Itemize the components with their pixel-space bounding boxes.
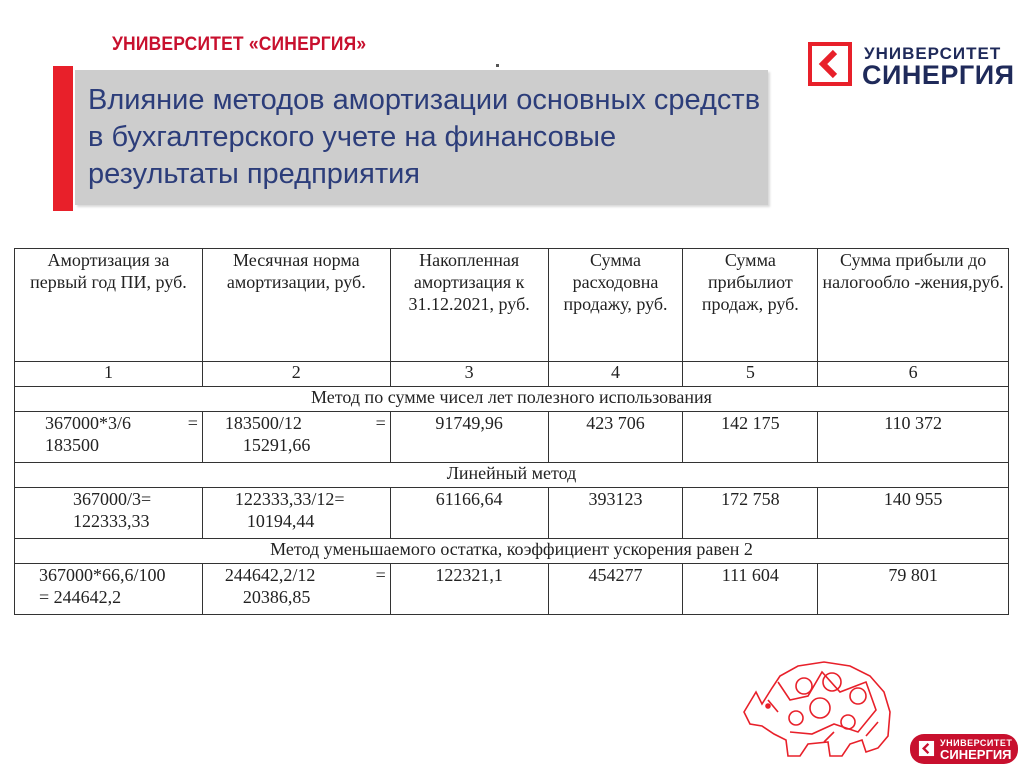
column-number: 1 — [15, 362, 203, 387]
logo-line2: СИНЕРГИЯ — [862, 60, 1015, 90]
header-cell: Амортизация за первый год ПИ, руб. — [15, 249, 203, 362]
section-title: Линейный метод — [15, 463, 1009, 488]
university-logo[interactable] — [808, 42, 1018, 92]
badge-line1: УНИВЕРСИТЕТ — [940, 738, 1013, 748]
column-number: 2 — [202, 362, 390, 387]
section-row — [15, 387, 1009, 412]
table-row — [15, 488, 1009, 539]
cell-amortization-year: 367000*3/6 = 183500 — [15, 412, 203, 463]
header-cell: Сумма расходовна продажу, руб. — [548, 249, 683, 362]
table-row — [15, 412, 1009, 463]
slide-title: Влияние методов амортизации основных средств в бухгалтерского учете на финансовые результаты предприятия — [88, 84, 761, 190]
section-row — [15, 539, 1009, 564]
synergy-logo-icon — [808, 42, 852, 86]
header-cell: Месячная норма амортизации, руб. — [202, 249, 390, 362]
cell-sales-profit: 142 175 — [683, 412, 818, 463]
cell-monthly-rate: 244642,2/12 = 20386,85 — [202, 564, 390, 615]
section-title: Метод уменьшаемого остатка, коэффициент ускорения равен 2 — [15, 539, 1009, 564]
badge-line2: СИНЕРГИЯ — [940, 747, 1012, 762]
header-cell: Накопленная амортизация к 31.12.2021, руб. — [390, 249, 548, 362]
cell-accumulated: 91749,96 — [390, 412, 548, 463]
header-cell: Сумма прибыли до налогообло -жения,руб. — [818, 249, 1009, 362]
column-number: 4 — [548, 362, 683, 387]
section-title: Метод по сумме чисел лет полезного использования — [15, 387, 1009, 412]
header-cell: Сумма прибылиот продаж, руб. — [683, 249, 818, 362]
cell-pretax-profit: 140 955 — [818, 488, 1009, 539]
column-number: 5 — [683, 362, 818, 387]
cell-expenses: 423 706 — [548, 412, 683, 463]
top-brand-text: УНИВЕРСИТЕТ «СИНЕРГИЯ» — [112, 34, 367, 55]
rhino-icon — [738, 652, 898, 762]
cell-amortization-year: 367000*66,6/100 = 244642,2 — [15, 564, 203, 615]
cell-amortization-year: 367000/3= 122333,33 — [15, 488, 203, 539]
cell-sales-profit: 172 758 — [683, 488, 818, 539]
decorative-dot — [496, 64, 499, 67]
column-number: 3 — [390, 362, 548, 387]
cell-sales-profit: 111 604 — [683, 564, 818, 615]
cell-monthly-rate: 122333,33/12= 10194,44 — [202, 488, 390, 539]
column-number: 6 — [818, 362, 1009, 387]
table-row — [15, 564, 1009, 615]
title-accent-bar — [53, 66, 73, 211]
cell-accumulated: 61166,64 — [390, 488, 548, 539]
cell-accumulated: 122321,1 — [390, 564, 548, 615]
footer-logo-badge[interactable] — [910, 734, 1018, 764]
logo-line1: УНИВЕРСИТЕТ — [864, 44, 1002, 63]
cell-expenses: 393123 — [548, 488, 683, 539]
section-row — [15, 463, 1009, 488]
column-number-row — [15, 362, 1009, 387]
cell-monthly-rate: 183500/12 = 15291,66 — [202, 412, 390, 463]
cell-pretax-profit: 79 801 — [818, 564, 1009, 615]
cell-expenses: 454277 — [548, 564, 683, 615]
amortization-table — [14, 248, 1009, 615]
synergy-badge-icon — [918, 740, 935, 757]
table-header-row — [15, 249, 1009, 362]
cell-pretax-profit: 110 372 — [818, 412, 1009, 463]
